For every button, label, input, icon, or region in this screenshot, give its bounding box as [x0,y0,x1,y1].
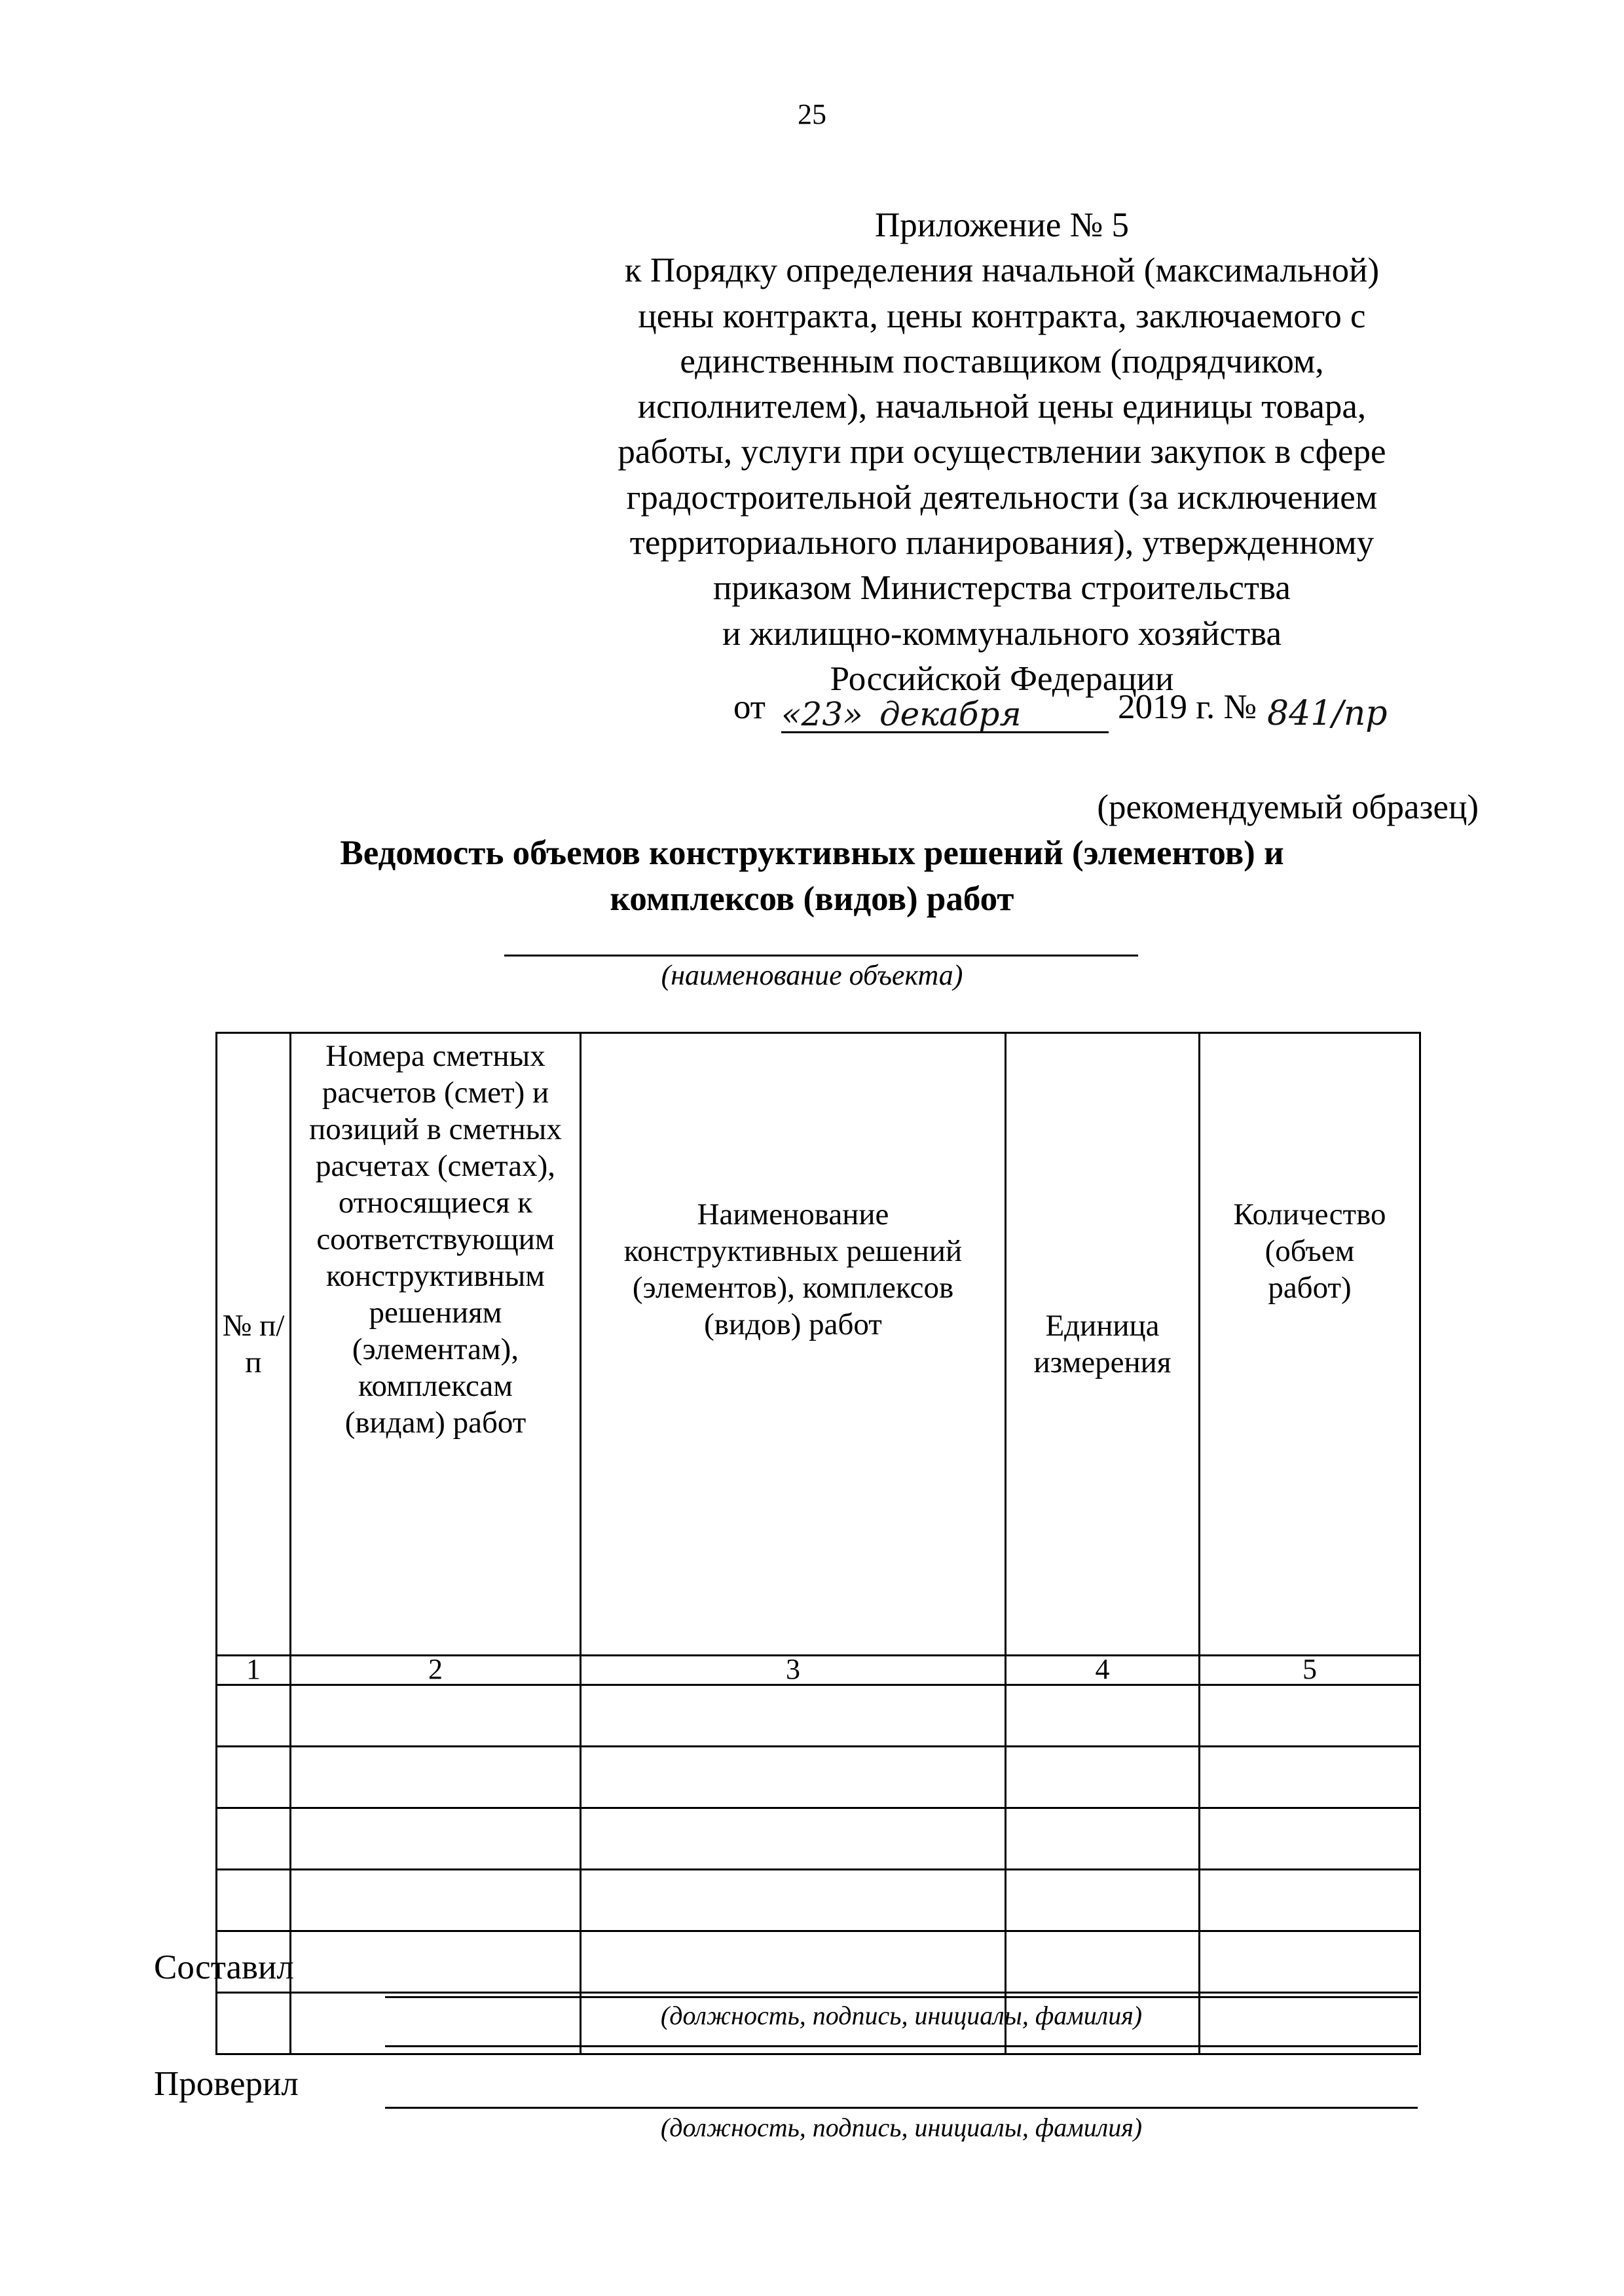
empty-cell[interactable] [1006,1747,1200,1808]
appendix-line: и жилищно-коммунального хозяйства [722,614,1282,653]
table-row [217,1685,1420,1747]
empty-cell[interactable] [1200,1870,1420,1931]
object-name-line [504,955,1138,957]
appendix-line: Приложение № 5 [874,206,1130,244]
date-blank [781,692,1109,733]
empty-cell[interactable] [1006,1685,1200,1747]
empty-cell[interactable] [217,1808,291,1870]
table-row [217,1870,1420,1931]
table-row [217,1931,1420,1993]
empty-cell[interactable] [1200,1808,1420,1870]
handwritten-order-number: 841/пр [1267,694,1388,733]
header-estimate-numbers: Номера сметных расчетов (смет) и позиций в сметных расчетах (сметах), относящиеся к соответствующим конструктивным решениям (элементам), комплексам (видам) работ [309,1039,562,1440]
separator-line [385,2045,1418,2047]
empty-cell[interactable] [1200,1931,1420,1993]
appendix-line: территориального планирования), утвержденному [629,524,1375,562]
appendix-header [563,203,1441,702]
column-number: 4 [1006,1656,1200,1685]
empty-cell[interactable] [291,1931,581,1993]
empty-cell[interactable] [291,1870,581,1931]
empty-cell[interactable] [581,1870,1006,1931]
page-number: 25 [798,98,826,130]
empty-cell[interactable] [291,1685,581,1747]
column-number: 2 [291,1656,581,1685]
header-cell [581,1033,1006,1656]
table-row [217,1747,1420,1808]
empty-cell[interactable] [1200,1747,1420,1808]
appendix-line: цены контракта, цены контракта, заключаемого с [638,297,1366,335]
column-number: 3 [581,1656,1006,1685]
appendix-line: работы, услуги при осуществлении закупок в сфере [618,433,1386,471]
statement-table [215,1032,1421,2055]
object-name-caption: (наименование объекта) [661,959,963,991]
header-name: Наименование конструктивных решений (элементов), комплексов (видов) работ [623,1197,963,1341]
handwritten-month: декабря [879,695,1022,733]
appendix-line: единственным поставщиком (подрядчиком, [680,342,1324,380]
compiled-by-caption: (должность, подпись, инициалы, фамилия) [660,2001,1143,2030]
empty-cell[interactable] [581,1747,1006,1808]
empty-cell[interactable] [581,1685,1006,1747]
empty-cell[interactable] [217,1993,291,2054]
empty-cell[interactable] [217,1685,291,1747]
handwritten-day: «23» [781,695,863,733]
header-quantity: Количество (объем работ) [1233,1197,1386,1305]
date-prefix: от [733,688,766,726]
header-number: № п/п [222,1309,285,1379]
title-line: комплексов (видов) работ [610,880,1014,918]
empty-cell[interactable] [291,1808,581,1870]
empty-cell[interactable] [581,1808,1006,1870]
order-date-line [733,681,1388,733]
header-cell [1200,1033,1420,1656]
date-year: 2019 г. № [1117,688,1257,726]
column-number: 5 [1200,1656,1420,1685]
appendix-line: Российской Федерации [830,659,1174,698]
checked-by-signature-line[interactable] [385,2107,1418,2109]
appendix-line: к Порядку определения начальной (максимальной) [624,251,1380,290]
empty-cell[interactable] [1006,1870,1200,1931]
column-number-row [217,1656,1420,1685]
checked-by-caption: (должность, подпись, инициалы, фамилия) [660,2113,1143,2142]
compiled-by-label: Составил [154,1948,294,1986]
column-number: 1 [217,1656,291,1685]
title-line: Ведомость объемов конструктивных решений (элементов) и [340,834,1284,872]
recommended-sample-label: (рекомендуемый образец) [1097,788,1479,826]
header-unit: Единица измерения [1033,1309,1172,1379]
header-cell [291,1033,581,1656]
empty-cell[interactable] [291,1747,581,1808]
empty-cell[interactable] [581,1931,1006,1993]
compiled-by-signature-line[interactable] [385,1996,1418,1998]
empty-cell[interactable] [1006,1808,1200,1870]
header-cell [217,1033,291,1656]
appendix-line: приказом Министерства строительства [713,569,1291,608]
empty-cell[interactable] [1200,1685,1420,1747]
table-row [217,1808,1420,1870]
appendix-line: градостроительной деятельности (за исключением [626,478,1378,517]
document-title [183,830,1441,922]
table-header-row [217,1033,1420,1656]
empty-cell[interactable] [217,1870,291,1931]
header-cell [1006,1033,1200,1656]
empty-cell[interactable] [217,1747,291,1808]
empty-cell[interactable] [1006,1931,1200,1993]
appendix-line: исполнителем), начальной цены единицы товара, [637,388,1367,426]
checked-by-label: Проверил [154,2065,299,2103]
